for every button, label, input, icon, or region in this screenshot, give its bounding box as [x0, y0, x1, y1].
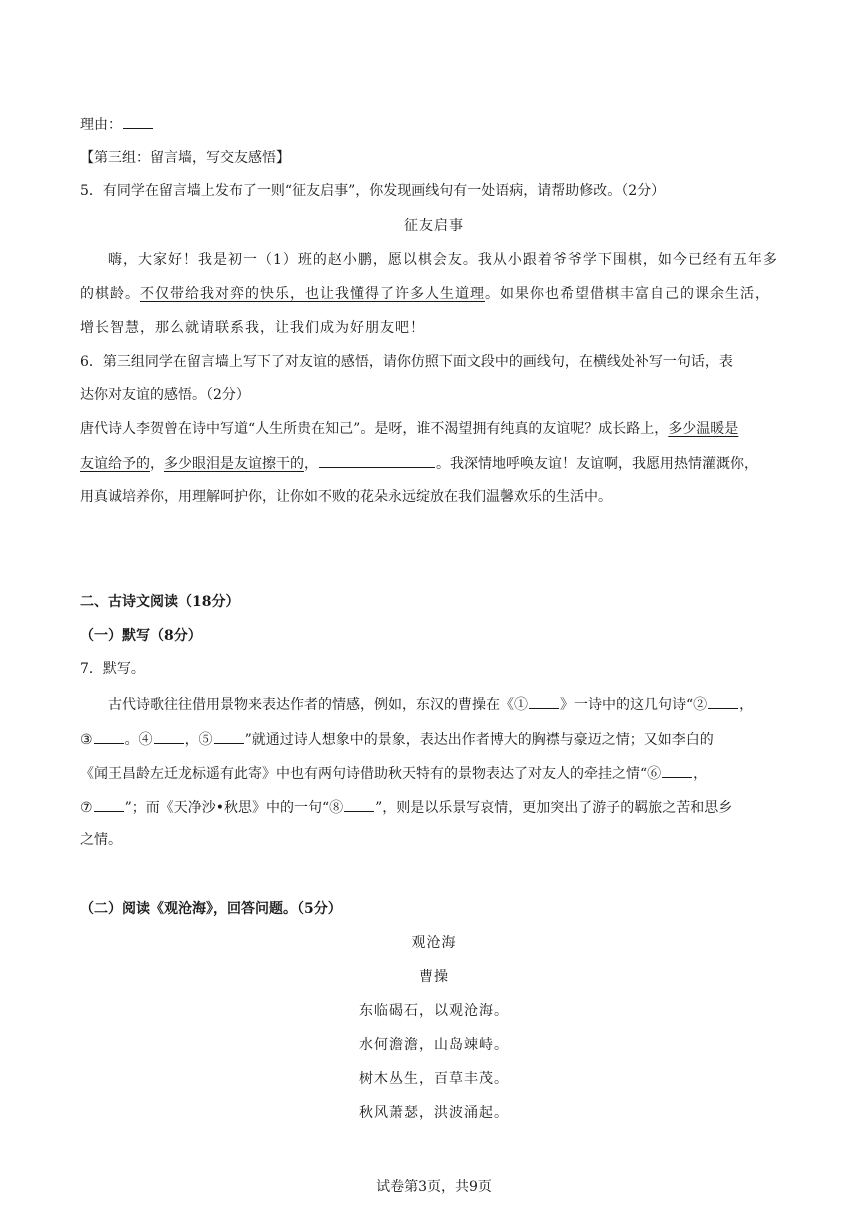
q6-text-2-post: 。我深情地呼唤友谊！友谊啊，我愿用热情灌溉你，	[436, 456, 758, 472]
q7-l3-b: ，	[693, 766, 708, 782]
q6-underline-1: 多少温暖是	[668, 421, 739, 437]
reason-blank[interactable]	[123, 114, 153, 129]
page-footer: 试卷第3页，共9页	[376, 1179, 492, 1195]
subsection-2-heading: （二）阅读《观沧海》，回答问题。（5分）	[80, 901, 342, 917]
blank-4[interactable]	[154, 729, 184, 744]
poem-line-3: 树木丛生，百草丰茂。	[359, 1071, 509, 1087]
q7-l1-a: 古代诗歌往往借用景物来表达作者的情感，例如，东汉的曹操在《①	[108, 697, 528, 713]
q6-sep: ，	[150, 456, 164, 472]
q7-l2-a: ③	[80, 732, 93, 748]
notice-line-3: 增长智慧，那么就请联系我，让我们成为好朋友吧！	[80, 320, 425, 336]
q7-line-1	[108, 694, 792, 715]
q7-l4-c: ”，则是以乐景写哀情，更加突出了游子的羁旅之苦和思乡	[375, 800, 733, 816]
question-6-prompt-2: 达你对友谊的感悟。（2分）	[80, 387, 250, 403]
q7-l4-b: ”；而《天净沙•秋思》中的一句“⑧	[124, 800, 344, 816]
poem-author: 曹操	[419, 969, 449, 985]
question-6-prompt-1: 6．第三组同学在留言墙上写下了对友谊的感悟，请你仿照下面文段中的画线句，在横线处补写一句话，表	[80, 354, 733, 370]
q7-l2-b: 。④	[124, 732, 153, 748]
poem-line-1: 东临碣石，以观沧海。	[359, 1003, 509, 1019]
poem-line-4: 秋风萧瑟，洪波涌起。	[359, 1105, 509, 1121]
blank-6[interactable]	[662, 763, 692, 778]
q7-line-2	[80, 729, 792, 750]
notice-line-1: 嗨，大家好！我是初一（1）班的赵小鹏，愿以棋会友。我从小跟着爷爷学下围棋，如今已经有五年多	[108, 252, 778, 268]
q7-l1-c: ，	[739, 697, 754, 713]
q6-underline-2a: 友谊给予的	[80, 456, 150, 472]
q6-comma: ，	[304, 456, 318, 472]
blank-7[interactable]	[94, 797, 124, 812]
notice-line-2	[80, 284, 792, 304]
blank-5[interactable]	[214, 729, 244, 744]
q7-line-4	[80, 797, 792, 818]
q7-l1-b: 》一诗中的这几句诗“②	[560, 697, 708, 713]
notice-line-2-pre: 的棋龄。	[80, 286, 140, 302]
q7-l3-a: 《闻王昌龄左迁龙标遥有此寄》中也有两句诗借助秋天特有的景物表达了对友人的牵挂之情“⑥	[80, 766, 662, 782]
q6-text-line-3: 用真诚培养你，用理解呵护你，让你如不败的花朵永远绽放在我们温馨欢乐的生活中。	[80, 489, 612, 505]
blank-1[interactable]	[529, 694, 559, 709]
subsection-1-heading: （一）默写（8分）	[80, 628, 202, 644]
poem-title: 观沧海	[411, 935, 457, 951]
poem-line-2: 水何澹澹，山岛竦峙。	[359, 1037, 509, 1053]
q6-text-line-2	[80, 453, 792, 474]
q6-text-1-pre: 唐代诗人李贺曾在诗中写道“人生所贵在知己”。是呀，谁不渴望拥有纯真的友谊呢？成长路上，	[80, 421, 669, 437]
q6-answer-blank[interactable]	[319, 453, 435, 468]
q7-l2-c: ，⑤	[184, 732, 213, 748]
question-5-prompt: 5．有同学在留言墙上发布了一则“征友启事”，你发现画线句有一处语病，请帮助修改。（2分）	[80, 183, 666, 199]
question-7-label: 7．默写。	[80, 661, 145, 677]
q7-l4-a: ⑦	[80, 800, 93, 816]
q6-underline-2b: 多少眼泪是友谊擦干的	[164, 456, 304, 472]
blank-8[interactable]	[344, 797, 374, 812]
group3-heading: 【第三组：留言墙，写交友感悟】	[80, 150, 290, 166]
underlined-sentence: 不仅带给我对弈的快乐，也让我懂得了许多人生道理	[140, 286, 485, 302]
q7-line-3	[80, 763, 792, 784]
reason-label: 理由：	[80, 117, 122, 133]
q6-text-line-1	[80, 419, 792, 439]
notice-title: 征友启事	[404, 218, 464, 234]
notice-line-2-post: 。如果你也希望借棋丰富自己的课余生活，	[485, 286, 770, 302]
reason-line	[80, 114, 792, 135]
blank-3[interactable]	[94, 729, 124, 744]
q7-line-5: 之情。	[80, 832, 122, 848]
section-2-heading: 二、古诗文阅读（18分）	[80, 594, 240, 610]
q7-l2-d: ”就通过诗人想象中的景象，表达出作者博大的胸襟与豪迈之情；又如李白的	[244, 732, 714, 748]
blank-2[interactable]	[708, 694, 738, 709]
